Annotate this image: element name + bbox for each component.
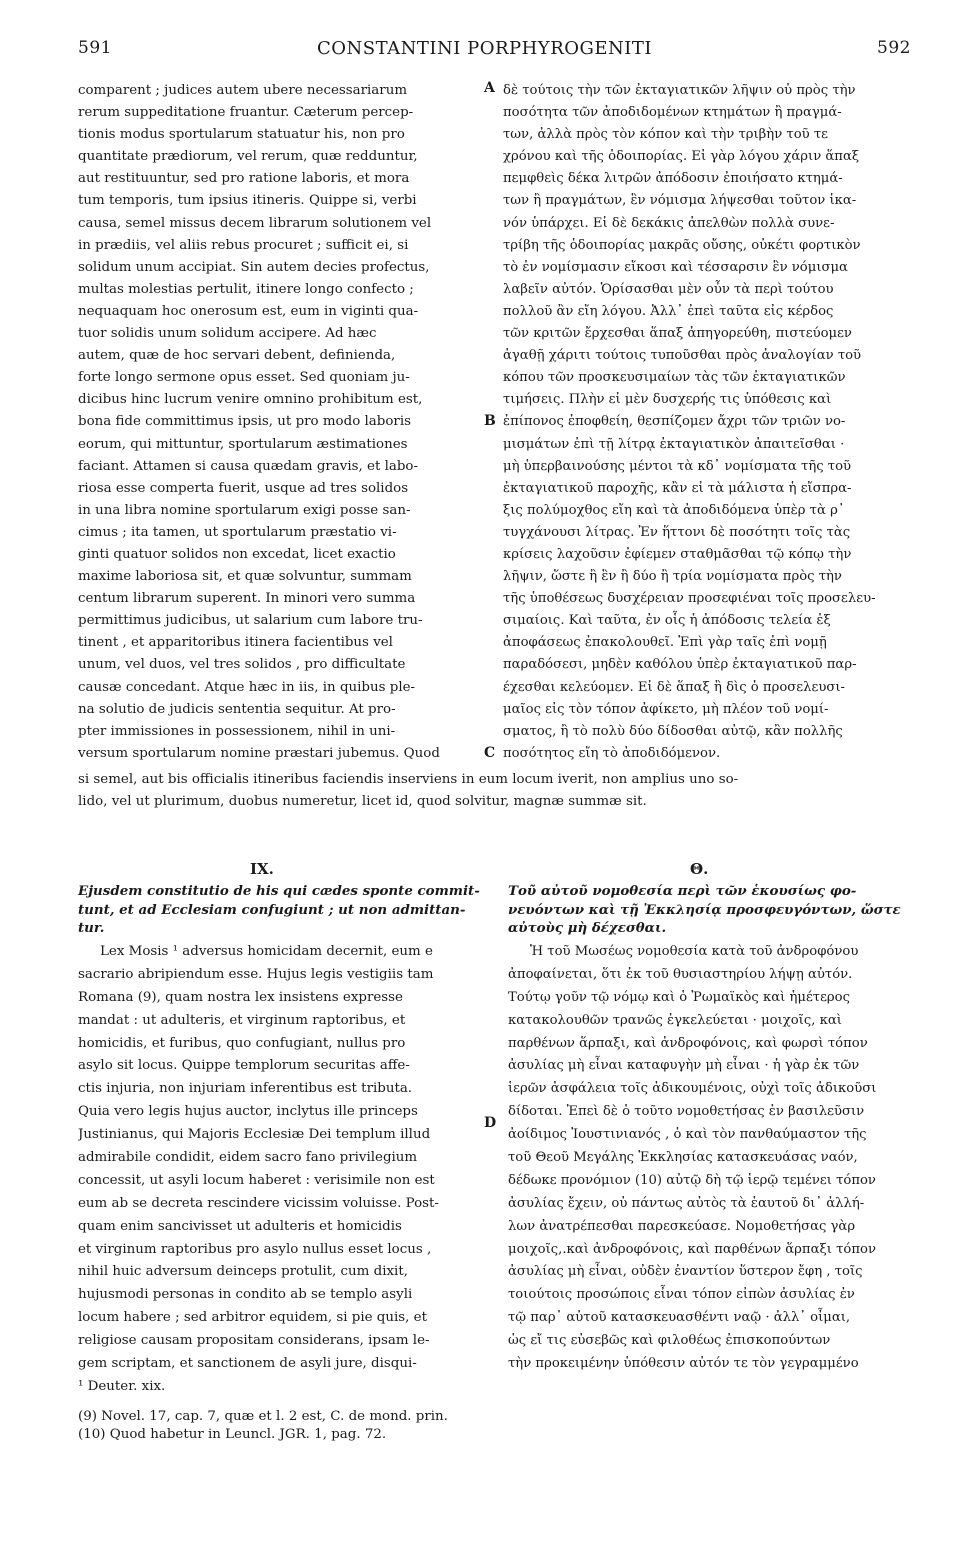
- text-line: κατακολουθῶν τρανῶς ἐγκελεύεται · μοιχοῖς, καὶ: [508, 1012, 842, 1028]
- text-line: ποσότητα τῶν ἀποδιδομένων κτημάτων ἢ πραγμά-: [503, 105, 842, 121]
- page-number-left: 591: [78, 38, 112, 58]
- text-line: λῆψιν, ὥστε ἢ ἓν ἢ δύο ἢ τρία νομίσματα πρὸς τὴν: [503, 569, 842, 585]
- text-line: δέδωκε προνόμιον (10) αὐτῷ δὴ τῷ ἱερῷ τεμένει τόπον: [508, 1172, 876, 1188]
- text-line: pter immissiones in possessionem, nihil in uni-: [78, 723, 396, 739]
- text-line: tum temporis, tum ipsius itineris. Quippe si, verbi: [78, 193, 417, 209]
- text-line: versum sportularum nomine præstari jubemus. Quod: [78, 745, 440, 761]
- text-line: μὴ ὑπερβαινούσης μέντοι τὰ κδ᾽ νομίσματα τῆς τοῦ: [503, 458, 852, 474]
- text-line: ποσότητος εἴη τὸ ἀποδιδόμενον.: [503, 745, 721, 761]
- text-line: ἀγαθῇ χάριτι τούτοις τυποῦσθαι πρὸς ἀναλογίαν τοῦ: [503, 348, 862, 364]
- text-line: autem, quæ de hoc servari debent, definienda,: [78, 348, 396, 364]
- text-line: religiose causam propositam considerans, ipsam le-: [78, 1333, 430, 1349]
- text-line: μοιχοῖς,.καὶ ἀνδροφόνοις, καὶ παρθένων ἅρπαξι τόπον: [508, 1241, 876, 1257]
- text-line: na solutio de judicis sententia sequitur. At pro-: [78, 701, 396, 717]
- greek-body: [508, 941, 912, 1376]
- text-line: κρίσεις λαχοῦσιν ἐφίεμεν σταθμᾶσθαι τῷ κόπῳ τὴν: [503, 546, 852, 562]
- text-line: riosa esse comperta fuerit, usque ad tres solidos: [78, 480, 409, 496]
- text-line: των ἢ πραγμάτων, ἓν νόμισμα λήψεσθαι τοῦτον ἱκα-: [503, 193, 857, 209]
- text-line: τρίβη τῆς ὁδοιπορίας μακρᾶς οὔσης, οὐκέτι φορτικὸν: [503, 237, 861, 253]
- text-line: τὴν προκειμένην ὑπόθεσιν αὐτόν τε τὸν γεγραμμένο: [508, 1356, 859, 1372]
- text-line: quantitate prædiorum, vel rerum, quæ redduntur,: [78, 149, 418, 165]
- text-line: Lex Mosis ¹ adversus homicidam decernit, eum e: [100, 944, 433, 959]
- text-line: eorum, qui mittuntur, sportularum æstimationes: [78, 436, 408, 452]
- text-line: comparent ; judices autem ubere necessariarum: [78, 83, 408, 98]
- text-line: gem scriptam, et sanctionem de asyli jure, disqui-: [78, 1356, 417, 1372]
- text-line: τιμήσεις. Πλὴν εἰ μὲν δυσχερής τις ὑπόθεσις καὶ: [503, 392, 832, 408]
- text-line: τοιούτοις προσώποις εἶναι τόπον εἰπὼν ἀσυλίας ἐν: [508, 1287, 855, 1303]
- text-line: asylo sit locus. Quippe templorum securitas affe-: [78, 1058, 410, 1074]
- text-line: τοῦ Θεοῦ Μεγάλης Ἐκκλησίας κατασκευάσας ναόν,: [508, 1150, 858, 1166]
- text-line: cimus ; ita tamen, ut sportularum præstatio vi-: [78, 524, 397, 540]
- text-line: τῆς ὑποθέσεως δυσχέρειαν προσεφιέναι τοῖς προσελευ-: [503, 591, 876, 607]
- text-line: si semel, aut bis officialis itineribus faciendis inserviens in eum locum iverit, non amplius uno so-: [78, 772, 739, 787]
- text-line: rerum suppeditatione fruantur. Cæterum percep-: [78, 105, 414, 121]
- text-line: χρόνου καὶ τῆς ὁδοιπορίας. Εἰ γὰρ λόγου χάριν ἅπαξ: [503, 149, 860, 165]
- text-line: λων ἀνατρέπεσθαι παρεσκεύασε. Νομοθετήσας γὰρ: [508, 1218, 856, 1234]
- text-line: ξις πολύμοχθος εἴη καὶ τὰ ἀποδιδόμενα ὑπὲρ τὰ ρ᾽: [503, 502, 845, 518]
- text-line: homicidis, et furibus, quo confugiant, nullus pro: [78, 1035, 406, 1051]
- text-line: ἐκταγιατικοῦ παροχῆς, κἂν εἰ τὰ μάλιστα ἡ εἴσπρα-: [503, 480, 852, 496]
- text-line: maxime laboriosa sit, et quæ solvuntur, summam: [78, 569, 412, 585]
- text-line: πολλοῦ ἂν εἴη λόγου. Ἀλλ᾽ ἐπεὶ ταῦτα εἰς κέρδος: [503, 303, 834, 319]
- text-line: ginti quatuor solidos non excedat, licet exactio: [78, 546, 396, 562]
- margin-marker-c: C: [484, 745, 496, 761]
- text-line: τῷ παρ᾽ αὐτοῦ κατασκευασθέντι ναῷ · ἀλλ᾽ οἶμαι,: [508, 1310, 851, 1326]
- text-line: πεμφθεὶς δέκα λιτρῶν ἀπόδοσιν ἐποιήσατο κτημά-: [503, 171, 843, 187]
- text-line: δὲ τούτοις τὴν τῶν ἐκταγιατικῶν λῆψιν οὐ πρὸς τὴν: [503, 83, 856, 98]
- text-line: ἀσυλίας μὴ εἶναι καταφυγὴν μὴ εἶναι · ἡ γὰρ ἐκ τῶν: [508, 1058, 860, 1074]
- page-number-right: 592: [877, 38, 911, 58]
- text-line: ἀποφαίνεται, ὅτι ἐκ τοῦ θυσιαστηρίου λήψῃ αὐτόν.: [508, 966, 853, 982]
- text-line: lido, vel ut plurimum, duobus numeretur, licet id, quod solvitur, magnæ summæ sit.: [78, 794, 647, 810]
- text-line: παρθένων ἅρπαξι, καὶ ἀνδροφόνοις, καὶ φωρσὶ τόπον: [508, 1035, 868, 1051]
- text-line: Τούτῳ γοῦν τῷ νόμῳ καὶ ὁ Ῥωμαϊκὸς καὶ ἡμέτερος: [508, 989, 850, 1005]
- text-line: των, ἀλλὰ πρὸς τὸν κόπον καὶ τὴν τριβὴν τοῦ τε: [503, 127, 828, 143]
- footnote-10: (10) Quod habetur in Leuncl. JGR. 1, pag. 72.: [78, 1427, 387, 1442]
- text-line: ἀσυλίας μὴ εἶναι, οὐδὲν ἐναντίον ὕστερον ἔφη , τοῖς: [508, 1264, 863, 1280]
- text-line: faciant. Attamen si causa quædam gravis, et labo-: [78, 458, 419, 474]
- text-line: tinent , et apparitoribus itinera facientibus vel: [78, 635, 393, 651]
- text-line: τὸ ἐν νομίσμασιν εἴκοσι καὶ τέσσαρσιν ἓν νόμισμα: [503, 259, 848, 275]
- margin-marker-d: D: [484, 1115, 497, 1131]
- greek-column-top: [503, 80, 907, 765]
- running-title: CONSTANTINI PORPHYROGENITI: [317, 38, 652, 59]
- text-line: bona fide committimus ipsis, ut pro modo laboris: [78, 414, 411, 430]
- text-line: concessit, ut asyli locum haberet : verisimile non est: [78, 1172, 435, 1188]
- text-line: tuor solidis unum solidum accipere. Ad hæc: [78, 326, 377, 342]
- text-line: ἀοίδιμος Ἰουστινιανός , ὁ καὶ τὸν πανθαύμαστον τῆς: [508, 1127, 867, 1143]
- text-line: centum librarum superent. In minori vero summa: [78, 591, 416, 607]
- text-line: έχεσθαι κελεύομεν. Εἰ δὲ ἅπαξ ἢ δὶς ὁ προσελευσι-: [503, 679, 845, 695]
- text-line: σιμαίοις. Καὶ ταῦτα, ἐν οἷς ἡ ἀπόδοσις τελεία ἐξ: [503, 613, 831, 629]
- latin-body: [78, 941, 488, 1376]
- text-line: nequaquam hoc onerosum est, eum in viginti qua-: [78, 303, 419, 319]
- margin-marker-a: A: [484, 80, 495, 96]
- text-line: locum habere ; sed arbitror equidem, si pie quis, et: [78, 1310, 427, 1326]
- text-line: τυγχάνουσι λίτρας. Ἐν ἥττονι δὲ ποσότητι τοῖς τὰς: [503, 524, 851, 540]
- text-line: forte longo sermone opus esset. Sed quoniam ju-: [78, 370, 410, 386]
- text-line: ctis injuria, non injuriam inferentibus est tributa.: [78, 1081, 413, 1097]
- text-line: in prædiis, vel aliis rebus procuret ; sufficit ei, si: [78, 237, 409, 253]
- text-line: eum ab se decreta rescindere vicissim voluisse. Post-: [78, 1195, 439, 1211]
- text-line: in una libra nomine sportularum exigi posse san-: [78, 502, 411, 518]
- text-line: μαῖος εἰς τὸν τόπον ἀφίκετο, μὴ πλέον τοῦ νομί-: [503, 701, 829, 717]
- text-line: λαβεῖν αὐτόν. Ὁρίσασθαι μὲν οὖν τὰ περὶ τούτου: [503, 281, 834, 297]
- text-line: παραδόσεσι, μηδὲν καθόλου ὑπὲρ ἐκταγιατικοῦ παρ-: [503, 657, 857, 673]
- text-line: μισμάτων ἐπὶ τῇ λίτρᾳ ἐκταγιατικὸν ἀπαιτεῖσθαι ·: [503, 436, 845, 452]
- text-line: causæ concedant. Atque hæc in iis, in quibus ple-: [78, 679, 416, 695]
- latin-section-number: IX.: [250, 860, 274, 878]
- text-line: ἀσυλίας ἔχειν, οὐ πάντως αὐτὸς τὰ ἑαυτοῦ δι᾽ ἀλλή-: [508, 1195, 865, 1211]
- latin-rubric: Ejusdem constitutio de his qui cædes sponte commit-tunt, et ad Ecclesiam confugiunt ; ut non admittan-tur.: [78, 883, 480, 936]
- text-line: mandat : ut adulteris, et virginum raptoribus, et: [78, 1012, 406, 1028]
- text-line: aut restituuntur, sed pro ratione laboris, et mora: [78, 171, 410, 187]
- latin-wide-paragraph: [78, 769, 908, 813]
- footnote-deuter: ¹ Deuter. xix.: [78, 1379, 166, 1394]
- greek-rubric: Τοῦ αὐτοῦ νομοθεσία περὶ τῶν ἑκουσίως φο-νευόντων καὶ τῇ Ἐκκλησίᾳ προσφευγόντων, ὥστε αὐτοὺς μὴ δέχεσθαι.: [508, 883, 901, 936]
- text-line: hujusmodi personas in condito ab se templo asyli: [78, 1287, 413, 1303]
- text-line: ἱερῶν ἀσφάλεια τοῖς ἀδικουμένοις, οὐχὶ τοῖς ἀδικοῦσι: [508, 1081, 877, 1097]
- text-line: τῶν κριτῶν ἔρχεσθαι ἅπαξ ἀπηγορεύθη, πιστεύομεν: [503, 326, 852, 342]
- text-line: κόπου τῶν προσκευσιμαίων τὰς τῶν ἐκταγιατικῶν: [503, 370, 846, 386]
- text-line: Quia vero legis hujus auctor, inclytus ille princeps: [78, 1104, 418, 1120]
- text-line: causa, semel missus decem librarum solutionem vel: [78, 215, 432, 231]
- text-line: ἐπίπονος ἐποφθείη, θεσπίζομεν ἄχρι τῶν τριῶν νο-: [503, 414, 846, 430]
- text-line: νόν ὑπάρχει. Εἰ δὲ δεκάκις ἀπελθὼν πολλὰ συνε-: [503, 215, 835, 231]
- text-line: unum, vel duos, vel tres solidos , pro difficultate: [78, 657, 406, 673]
- text-line: Justinianus, qui Majoris Ecclesiæ Dei templum illud: [78, 1127, 431, 1143]
- text-line: δίδοται. Ἐπεὶ δὲ ὁ τοῦτο νομοθετήσας ἐν βασιλεῦσιν: [508, 1104, 865, 1120]
- text-line: ἀποφάσεως ἐπακολουθεῖ. Ἐπὶ γὰρ ταῖς ἐπὶ νομῇ: [503, 635, 827, 651]
- text-line: tionis modus sportularum statuatur his, non pro: [78, 127, 405, 143]
- greek-section-number: Θ.: [690, 860, 709, 878]
- text-line: admirabile condidit, eidem sacro fano privilegium: [78, 1150, 418, 1166]
- text-line: dicibus hinc lucrum venire omnino prohibitum est,: [78, 392, 423, 408]
- text-line: ὡς εἴ τις εὐσεβῶς καὶ φιλοθέως ἐπισκοπούντων: [508, 1333, 831, 1349]
- text-line: permittimus judicibus, ut salarium cum labore tru-: [78, 613, 423, 629]
- text-line: et virginum raptoribus pro asylo nullus esset locus ,: [78, 1241, 432, 1257]
- text-line: σματος, ἢ τὸ πολὺ δύο δίδοσθαι αὐτῷ, κἂν πολλῆς: [503, 723, 843, 739]
- latin-column-top: [78, 80, 478, 765]
- text-line: multas molestias pertulit, itinere longo confecto ;: [78, 281, 414, 297]
- text-line: solidum unum accipiat. Sin autem decies profectus,: [78, 259, 430, 275]
- margin-marker-b: B: [484, 413, 496, 429]
- text-line: quam enim sancivisset ut adulteris et homicidis: [78, 1218, 402, 1234]
- text-line: sacrario abripiendum esse. Hujus legis vestigiis tam: [78, 966, 434, 982]
- text-line: Romana (9), quam nostra lex insistens expresse: [78, 989, 403, 1005]
- footnote-9: (9) Novel. 17, cap. 7, quæ et l. 2 est, C. de mond. prin.: [78, 1409, 448, 1424]
- text-line: nihil huic adversum deinceps protulit, cum dixit,: [78, 1264, 408, 1280]
- text-line: Ἡ τοῦ Μωσέως νομοθεσία κατὰ τοῦ ἀνδροφόνου: [530, 944, 859, 959]
